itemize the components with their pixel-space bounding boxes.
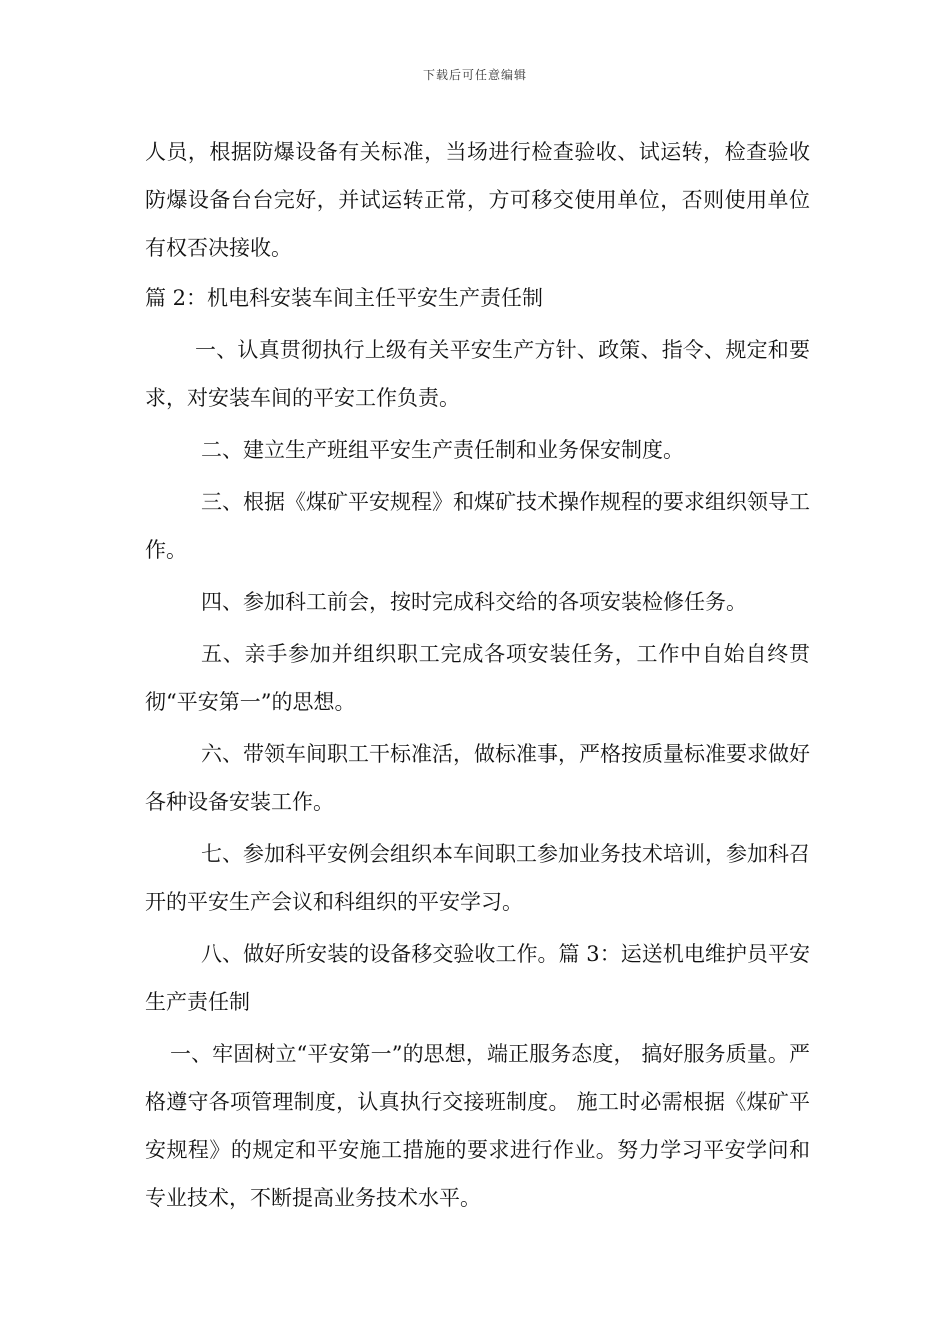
- paragraph-item-5: 五、亲手参加并组织职工完成各项安装任务，工作中自始自终贯彻“平安第一”的思想。: [145, 642, 810, 714]
- header-note: 下载后可任意编辑: [422, 68, 527, 82]
- paragraph-section-3-item-1: 一、牢固树立“平安第一”的思想，端正服务态度， 搞好服务质量。严格遵守各项管理制度，认真执行交接班制度。 施工时必需根据《煤矿平安规程》的规定和平安施工措施的要求进行作业。努力学习平安学问和专业技术，不断提高业务技术水平。: [145, 1042, 810, 1210]
- paragraph-item-2: 二、建立生产班组平安生产责任制和业务保安制度。: [201, 438, 684, 462]
- paragraph-item-6: 六、带领车间职工干标准活，做标准事，严格按质量标准要求做好各种设备安装工作。: [145, 742, 810, 814]
- paragraph-continuation: 人员，根据防爆设备有关标准，当场进行检查验收、试运转，检查验收防爆设备台台完好，并试运转正常，方可移交使用单位，否则使用单位有权否决接收。: [145, 140, 810, 260]
- paragraph-item-1: 一、认真贯彻执行上级有关平安生产方针、政策、指令、规定和要求，对安装车间的平安工作负责。: [145, 338, 810, 410]
- section-heading-2: 篇 2：机电科安装车间主任平安生产责任制: [145, 286, 544, 310]
- paragraph-item-7: 七、参加科平安例会组织本车间职工参加业务技术培训，参加科召开的平安生产会议和科组织的平安学习。: [145, 842, 810, 914]
- paragraph-item-3: 三、根据《煤矿平安规程》和煤矿技术操作规程的要求组织领导工作。: [145, 490, 810, 562]
- paragraph-item-8-with-heading-3: 八、做好所安装的设备移交验收工作。篇 3：运送机电维护员平安生产责任制: [145, 942, 810, 1014]
- document-body: [145, 128, 810, 1226]
- paragraph-item-4: 四、参加科工前会，按时完成科交给的各项安装检修任务。: [201, 590, 747, 614]
